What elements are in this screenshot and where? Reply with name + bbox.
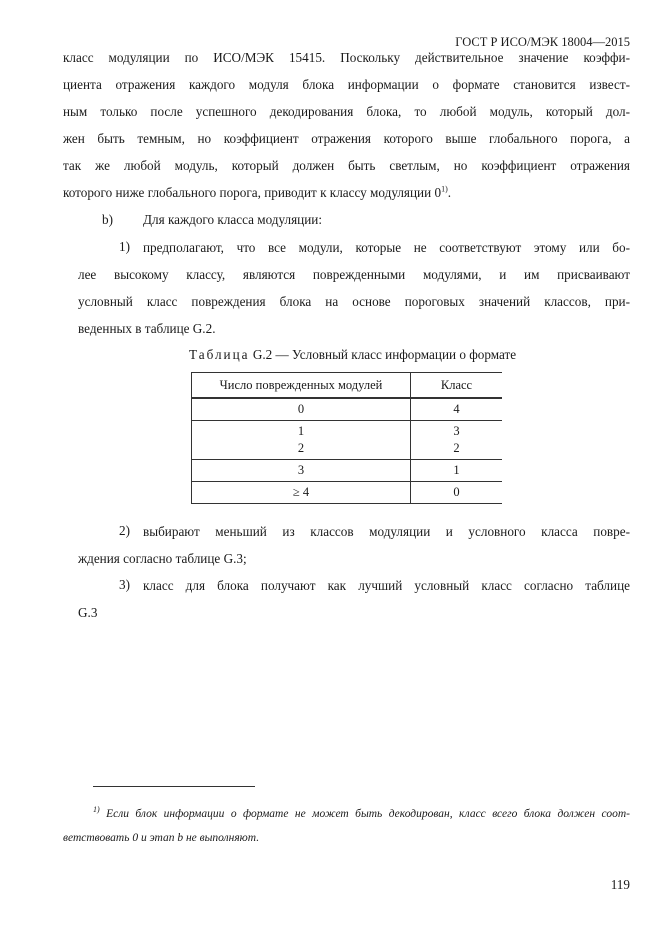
- format-info-class-table: [191, 372, 502, 504]
- sublist-number-3: 3): [119, 577, 130, 592]
- table-row: [192, 460, 503, 482]
- sublist-text-line: класс для блока получают как лучший условный класс согласно таблице: [143, 578, 630, 593]
- table-header-row: [192, 373, 503, 399]
- table-caption-prefix: Таблица: [189, 347, 250, 362]
- table-header-count: Число поврежденных модулей: [192, 373, 411, 399]
- table-cell-count: 1 2: [192, 421, 411, 460]
- footnote-separator: [93, 786, 255, 787]
- list-item-label-b: b): [102, 212, 113, 227]
- table-header-class: Класс: [411, 373, 503, 399]
- footnote-line: ветствовать 0 и этап b не выполняют.: [63, 832, 260, 844]
- table-cell-class: 3 2: [411, 421, 503, 460]
- sublist-number-1: 1): [119, 239, 130, 254]
- table-cell-class: 4: [411, 398, 503, 421]
- sublist-text-line: предполагают, что все модули, которые не соответствуют этому или бо-: [143, 240, 630, 255]
- table-cell-class: 0: [411, 482, 503, 504]
- table-row: [192, 421, 503, 460]
- table-cell-count: ≥ 4: [192, 482, 411, 504]
- sublist-number-2: 2): [119, 523, 130, 538]
- body-text-last: которого ниже глобального порога, приводит к классу модуляции 0: [63, 185, 442, 200]
- footnote-line: [63, 803, 630, 825]
- table-row: [192, 398, 503, 421]
- body-text-line: циента отражения каждого модуля блока информации о формате становится извест-: [63, 77, 630, 92]
- table-cell-class: 1: [411, 460, 503, 482]
- footnote-reference[interactable]: 1): [441, 184, 448, 194]
- list-item-text-b: Для каждого класса модуляции:: [143, 212, 323, 227]
- sublist-text-line: ждения согласно таблице G.3;: [78, 551, 247, 566]
- body-text-line: так же любой модуль, который должен быть светлым, но коэффициент отражения: [63, 158, 630, 173]
- footnote-text: Если блок информации о формате не может быть декодирован, класс всего блока должен соот-: [106, 808, 630, 820]
- table-caption-text: G.2 — Условный класс информации о формате: [252, 347, 517, 362]
- sublist-text-line: выбирают меньший из классов модуляции и условного класса повре-: [143, 524, 630, 539]
- table-cell-count: 3: [192, 460, 411, 482]
- body-text-line: ным только после успешного декодирования блока, то любой модуль, который дол-: [63, 104, 630, 119]
- table-caption: [189, 347, 516, 363]
- page-number: 119: [610, 877, 630, 892]
- sublist-text-line: веденных в таблице G.2.: [78, 321, 216, 336]
- footnote-mark: 1): [93, 805, 100, 815]
- body-text-line: жен быть темным, но коэффициент отражения которого выше глобального порога, а: [63, 131, 630, 146]
- body-text-line: класс модуляции по ИСО/МЭК 15415. Поскольку действительное значение коэффи-: [63, 50, 630, 65]
- period: .: [447, 185, 452, 200]
- sublist-text-line: условный класс повреждения блока на основе пороговых значений классов, при-: [78, 294, 630, 309]
- sublist-text-line: G.3: [78, 605, 98, 620]
- running-header: ГОСТ Р ИСО/МЭК 18004—2015: [455, 35, 630, 49]
- table-cell-count: 0: [192, 398, 411, 421]
- table-row: [192, 482, 503, 504]
- body-text-line: [63, 184, 630, 202]
- sublist-text-line: лее высокому классу, являются поврежденными модулями, и им присваивают: [78, 267, 630, 282]
